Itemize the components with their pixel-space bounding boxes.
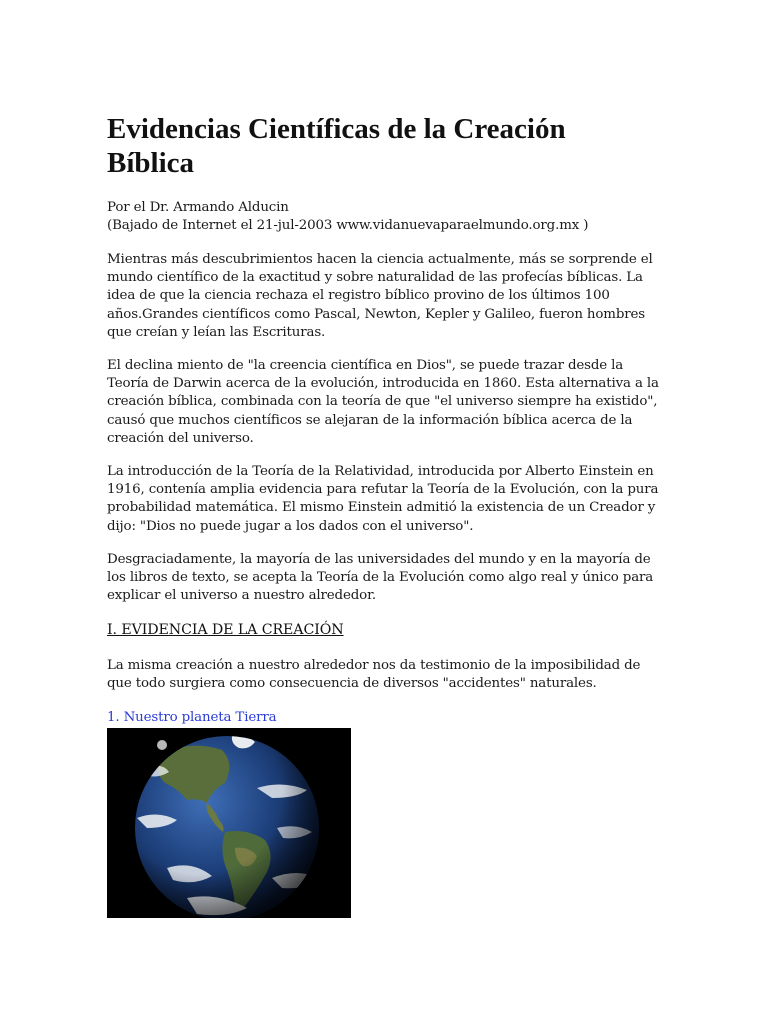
subsection-link-planeta-tierra[interactable]: 1. Nuestro planeta Tierra [107,710,277,725]
section-heading: I. EVIDENCIA DE LA CREACIÓN [107,622,344,638]
byline-author: Por el Dr. Armando Alducin [107,200,289,215]
section-paragraph: La misma creación a nuestro alrededor nos da testimonio de la imposibilidad de que todo surgiera como consecuencia de diversos "accidentes" naturales. [107,658,641,692]
paragraph: La introducción de la Teoría de la Relatividad, introducida por Alberto Einstein en 1916, contenía amplia evidencia para refutar la Teoría de la Evolución, con la pura probabilidad matemática. El mismo Einstein admitió la existencia de un Creador y dijo: "Dios no puede jugar a los dados con el universo". [107,464,659,534]
paragraph: Desgraciadamente, la mayoría de las universidades del mundo y en la mayoría de los libros de texto, se acepta la Teoría de la Evolución como algo real y único para explicar el universo a nuestro alrededor. [107,552,654,604]
document-title: Evidencias Científicas de la Creación Bíblica [107,113,566,179]
paragraph: El declina miento de "la creencia científica en Dios", se puede trazar desde la Teoría de Darwin acerca de la evolución, introducida en 1860. Esta alternativa a la creación bíblica, combinada con la teoría de que "el universo siempre ha existido", causó que muchos científicos se alejaran de la información bíblica acerca de la creación del universo. [107,358,659,446]
byline [107,199,667,235]
byline-source: (Bajado de Internet el 21-jul-2003 www.vidanuevaparaelmundo.org.mx ) [107,218,589,234]
earth-image [107,728,351,918]
paragraph: Mientras más descubrimientos hacen la ciencia actualmente, más se sorprende el mundo científico de la exactitud y sobre naturalidad de las profecías bíblicas. La idea de que la ciencia rechaza el registro bíblico provino de los últimos 100 años.Grandes científicos como Pascal, Newton, Kepler y Galileo, fueron hombres que creían y leían las Escrituras. [107,252,653,340]
